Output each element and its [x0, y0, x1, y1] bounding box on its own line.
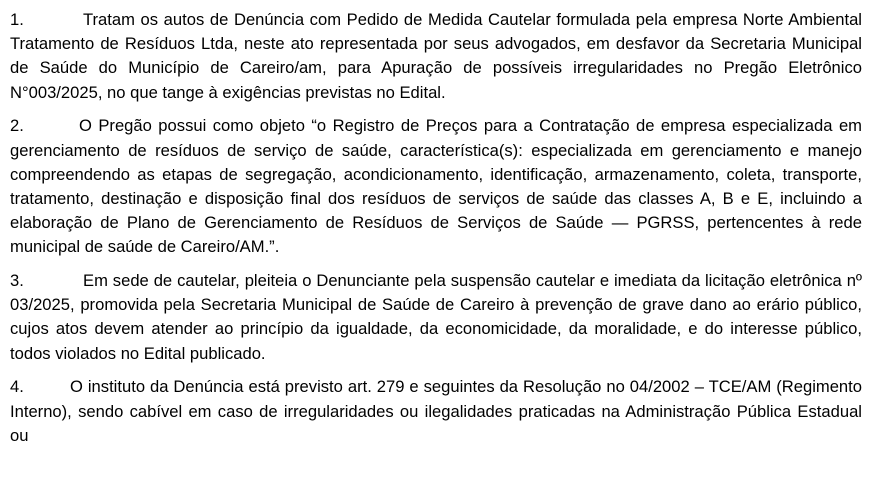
paragraph-number: 1.	[10, 10, 24, 29]
paragraph-text: O instituto da Denúncia está previsto art. 279 e seguintes da Resolução no 04/2002 – TCE/AM (Regimento Interno), sendo cabível em caso de irregularidades ou ilegalidades praticadas na Administração Pública Estadual ou	[10, 377, 862, 445]
paragraph-text: O Pregão possui como objeto “o Registro de Preços para a Contratação de empresa especializada em gerenciamento de resíduos de serviço de saúde, característica(s): especializada em gerenciamento e manejo compreendendo as etapas de segregação, acondicionamento, identificação, armazenamento, coleta, transporte, tratamento, destinação e disposição final dos resíduos de serviços de saúde das classes A, B e E, incluindo a elaboração de Plano de Gerenciamento de Resíduos de Serviços de Saúde — PGRSS, pertencentes à rede municipal de saúde de Careiro/AM.”.	[10, 116, 862, 257]
paragraph-4	[10, 375, 862, 448]
paragraph-1	[10, 8, 862, 105]
paragraph-number: 4.	[10, 377, 24, 397]
paragraph-number: 3.	[10, 271, 24, 291]
paragraph-number: 2.	[10, 116, 24, 136]
paragraph-text: Em sede de cautelar, pleiteia o Denunciante pela suspensão cautelar e imediata da licitação eletrônica nº 03/2025, promovida pela Secretaria Municipal de Saúde de Careiro à prevenção de grave dano ao erário público, cujos atos devem atender ao princípio da igualdade, da economicidade, da moralidade, e do interesse público, todos violados no Edital publicado.	[10, 271, 862, 363]
paragraph-text: Tratam os autos de Denúncia com Pedido de Medida Cautelar formulada pela empresa Norte Ambiental Tratamento de Resíduos Ltda, neste ato representada por seus advogados, em desfavor da Secretaria Municipal de Saúde do Município de Careiro/am, para Apuração de possíveis irregularidades no Pregão Eletrônico N°003/2025, no que tange à exigências previstas no Edital.	[10, 10, 862, 102]
paragraph-3	[10, 269, 862, 366]
document-page	[10, 8, 862, 457]
paragraph-2	[10, 114, 862, 259]
